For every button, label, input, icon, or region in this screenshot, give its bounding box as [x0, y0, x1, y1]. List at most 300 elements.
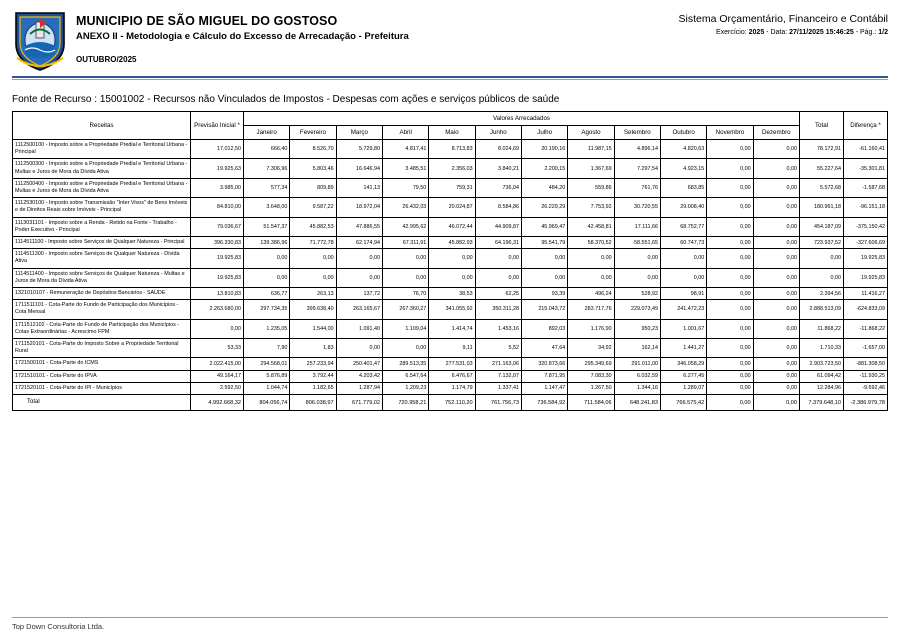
total-value: 0,00 [707, 395, 753, 411]
row-description: 1112500400 - Imposto sobre a Propriedade Predial e Territorial Urbana - Multas e Juros de Mora da Dívida Ativa [13, 178, 191, 197]
row-value: 1.182,65 [290, 382, 336, 394]
total-value: 648.241,83 [614, 395, 660, 411]
row-value: 44.909,87 [475, 217, 521, 236]
table-container [0, 111, 900, 411]
document-footer [0, 617, 900, 637]
row-value: 5.572,68 [800, 178, 844, 197]
table-body [13, 140, 888, 411]
row-value: 51.547,37 [244, 217, 290, 236]
row-value: 736,04 [475, 178, 521, 197]
th-month-fevereiro: Fevereiro [290, 126, 336, 140]
total-value: 4.992.668,32 [191, 395, 244, 411]
row-value: 0,00 [336, 339, 382, 358]
table-row [13, 217, 888, 236]
table-row [13, 382, 888, 394]
row-value: 26.229,29 [521, 198, 567, 217]
row-value: 3.485,51 [382, 159, 428, 178]
row-value: 139.386,96 [244, 237, 290, 249]
row-value: 62.174,94 [336, 237, 382, 249]
row-description: 1721510101 - Cota-Parte do IPVA [13, 370, 191, 382]
row-value: 0,00 [336, 268, 382, 287]
row-value: 396.330,83 [191, 237, 244, 249]
row-value: 0,00 [753, 178, 799, 197]
row-value: 2.888.513,09 [800, 300, 844, 319]
row-value: 0,00 [191, 319, 244, 338]
header-meta [678, 29, 888, 36]
total-value: 711.584,06 [568, 395, 614, 411]
row-value: 58.551,65 [614, 237, 660, 249]
th-month-dezembro: Dezembro [753, 126, 799, 140]
row-value: 7.297,54 [614, 159, 660, 178]
row-value: 0,00 [382, 339, 428, 358]
row-value: 0,00 [290, 268, 336, 287]
th-month-junho: Junho [475, 126, 521, 140]
row-value: 0,00 [800, 268, 844, 287]
row-value: 4.820,63 [660, 140, 706, 159]
row-value: 0,00 [753, 198, 799, 217]
row-value: 67.311,91 [382, 237, 428, 249]
document-title: ANEXO II - Metodologia e Cálculo do Excesso de Arrecadação - Prefeitura [76, 31, 409, 42]
row-value: 0,00 [707, 370, 753, 382]
row-value: 271.163,06 [475, 358, 521, 370]
row-value: 0,00 [707, 339, 753, 358]
table-row [13, 370, 888, 382]
table-row [13, 178, 888, 197]
row-value: 291.011,00 [614, 358, 660, 370]
row-value: 350.311,28 [475, 300, 521, 319]
row-value: 241.472,23 [660, 300, 706, 319]
row-value: 484,20 [521, 178, 567, 197]
row-value: 250.401,47 [336, 358, 382, 370]
row-value: 68.752,77 [660, 217, 706, 236]
row-value: 76,70 [382, 288, 428, 300]
row-value: 263.165,67 [336, 300, 382, 319]
row-value: 0,00 [753, 300, 799, 319]
th-month-janeiro: Janeiro [244, 126, 290, 140]
footer-divider [12, 617, 888, 618]
row-value: 4.203,42 [336, 370, 382, 382]
row-description: 1112530100 - Imposto sobre Transmissão "Inter Vivos" de Bens Imóveis e de Direitos Reais sobre Imóveis - Principal [13, 198, 191, 217]
row-value: 8.526,70 [290, 140, 336, 159]
row-value: 1.235,05 [244, 319, 290, 338]
row-description: 1114511100 - Imposto sobre Serviços de Qualquer Natureza - Principal [13, 237, 191, 249]
row-value: 1.044,74 [244, 382, 290, 394]
row-value: 7.083,30 [568, 370, 614, 382]
row-value: 1.544,00 [290, 319, 336, 338]
row-value: -61.160,41 [844, 140, 888, 159]
row-value: 11.416,27 [844, 288, 888, 300]
row-description: 1113031101 - Imposto sobre a Renda - Retido na Fonte - Trabalho - Poder Executivo - Principal [13, 217, 191, 236]
row-value: 71.772,78 [290, 237, 336, 249]
row-value: 0,00 [707, 268, 753, 287]
row-value: 950,23 [614, 319, 660, 338]
row-value: 46.072,44 [429, 217, 475, 236]
row-value: 0,00 [614, 249, 660, 268]
row-value: 60.747,73 [660, 237, 706, 249]
th-month-novembro: Novembro [707, 126, 753, 140]
row-value: 34,92 [568, 339, 614, 358]
table-row [13, 237, 888, 249]
row-value: 8.584,86 [475, 198, 521, 217]
row-value: 0,00 [753, 382, 799, 394]
row-value: 11.868,22 [800, 319, 844, 338]
row-value: 283.717,76 [568, 300, 614, 319]
table-row [13, 339, 888, 358]
row-value: 399.638,40 [290, 300, 336, 319]
row-value: 49.164,17 [191, 370, 244, 382]
row-value: 58.370,52 [568, 237, 614, 249]
row-value: 1.174,79 [429, 382, 475, 394]
row-value: 5,52 [475, 339, 521, 358]
row-value: 6.032,59 [614, 370, 660, 382]
coat-of-arms-icon [12, 10, 68, 72]
row-value: 528,92 [614, 288, 660, 300]
row-value: 19.925,83 [844, 249, 888, 268]
row-value: 1.176,90 [568, 319, 614, 338]
row-value: 6.277,45 [660, 370, 706, 382]
row-value: 0,00 [660, 268, 706, 287]
row-value: 1.710,33 [800, 339, 844, 358]
row-value: 5.876,89 [244, 370, 290, 382]
row-value: 0,00 [707, 237, 753, 249]
row-value: 98,91 [660, 288, 706, 300]
data-label: - Data: [764, 29, 790, 36]
row-value: 559,86 [568, 178, 614, 197]
row-value: 0,00 [753, 319, 799, 338]
row-value: 289.513,35 [382, 358, 428, 370]
row-value: 2.394,56 [800, 288, 844, 300]
table-row [13, 319, 888, 338]
th-diferenca: Diferença * [844, 112, 888, 140]
row-value: 53,33 [191, 339, 244, 358]
row-value: 2.200,15 [521, 159, 567, 178]
row-value: 79,50 [382, 178, 428, 197]
row-value: 1.267,50 [568, 382, 614, 394]
row-value: 0,00 [707, 178, 753, 197]
th-month-outubro: Outubro [660, 126, 706, 140]
row-value: 0,00 [707, 217, 753, 236]
row-value: 19.925,83 [844, 268, 888, 287]
row-value: 4.923,15 [660, 159, 706, 178]
row-value: 277.531,03 [429, 358, 475, 370]
row-value: 0,00 [753, 358, 799, 370]
row-value: 45.882,53 [290, 217, 336, 236]
row-value: 1.441,27 [660, 339, 706, 358]
row-value: 297.734,35 [244, 300, 290, 319]
row-value: 42.458,81 [568, 217, 614, 236]
row-value: 229.073,49 [614, 300, 660, 319]
row-value: 5.729,80 [336, 140, 382, 159]
row-value: 4.817,41 [382, 140, 428, 159]
row-value: 1,83 [290, 339, 336, 358]
row-value: 42.995,62 [382, 217, 428, 236]
row-value: 0,00 [707, 358, 753, 370]
th-receitas: Receitas [13, 112, 191, 140]
table-row [13, 159, 888, 178]
row-value: 0,00 [521, 268, 567, 287]
row-value: -9.692,46 [844, 382, 888, 394]
exercicio-value: 2025 [748, 29, 765, 36]
th-month-setembro: Setembro [614, 126, 660, 140]
row-value: 38,53 [429, 288, 475, 300]
row-value: 257.233,94 [290, 358, 336, 370]
row-value: 6.547,64 [382, 370, 428, 382]
system-name: Sistema Orçamentário, Financeiro e Contábil [678, 13, 888, 25]
row-value: 1.209,23 [382, 382, 428, 394]
row-value: 2.592,50 [191, 382, 244, 394]
row-value: 45.882,93 [429, 237, 475, 249]
row-value: 137,72 [336, 288, 382, 300]
row-value: 0,00 [753, 370, 799, 382]
total-value: 804.056,74 [244, 395, 290, 411]
row-value: 17.012,50 [191, 140, 244, 159]
total-value: 720.958,21 [382, 395, 428, 411]
row-value: 0,00 [521, 249, 567, 268]
row-value: 0,00 [382, 268, 428, 287]
header-divider [12, 76, 888, 78]
fonte-recurso-label: Fonte de Recurso : 15001002 - Recursos não Vinculados de Impostos - Despesas com ações e serviços públicos de saúde [12, 94, 560, 105]
document-header [0, 0, 900, 72]
row-value: 723.937,52 [800, 237, 844, 249]
th-total: Total [800, 112, 844, 140]
row-value: 29.008,40 [660, 198, 706, 217]
row-value: 180.961,18 [800, 198, 844, 217]
row-value: 0,00 [753, 249, 799, 268]
row-value: 55.227,64 [800, 159, 844, 178]
row-value: 7.753,92 [568, 198, 614, 217]
row-value: 577,34 [244, 178, 290, 197]
row-value: 45.969,47 [521, 217, 567, 236]
row-value: 7.306,96 [244, 159, 290, 178]
row-value: 215.043,72 [521, 300, 567, 319]
row-value: 809,89 [290, 178, 336, 197]
table-head [13, 112, 888, 140]
row-value: 294.568,01 [244, 358, 290, 370]
row-value: -35.301,81 [844, 159, 888, 178]
organization-name: MUNICIPIO DE SÃO MIGUEL DO GOSTOSO [76, 14, 338, 28]
row-value: 892,03 [521, 319, 567, 338]
table-row [13, 198, 888, 217]
row-value: 9,11 [429, 339, 475, 358]
row-value: 0,00 [336, 249, 382, 268]
row-value: 0,00 [429, 268, 475, 287]
row-value: 19.925,83 [191, 268, 244, 287]
total-value: 0,00 [753, 395, 799, 411]
row-value: -11.930,25 [844, 370, 888, 382]
row-value: -11.868,22 [844, 319, 888, 338]
row-value: 0,00 [382, 249, 428, 268]
row-value: 1.367,69 [568, 159, 614, 178]
row-description: 1711512102 - Cota-Parte do Fundo de Participação dos Municípios - Cotas Extraordinárias - Acrescimo FPM [13, 319, 191, 338]
row-value: 11.987,15 [568, 140, 614, 159]
row-value: -1.657,00 [844, 339, 888, 358]
row-value: 0,00 [568, 249, 614, 268]
row-value: 0,00 [753, 159, 799, 178]
table-row [13, 140, 888, 159]
row-value: 0,00 [707, 159, 753, 178]
th-month-marco: Março [336, 126, 382, 140]
row-value: 95.541,79 [521, 237, 567, 249]
row-value: 666,40 [244, 140, 290, 159]
row-value: 267.360,27 [382, 300, 428, 319]
row-description: 1321010107 - Remuneração de Depósitos Bancários - SAÚDE [13, 288, 191, 300]
row-value: 93,39 [521, 288, 567, 300]
row-value: 0,00 [707, 288, 753, 300]
row-value: 683,85 [660, 178, 706, 197]
total-value: 736.584,92 [521, 395, 567, 411]
row-value: 30.720,55 [614, 198, 660, 217]
row-value: -96.151,18 [844, 198, 888, 217]
th-month-abril: Abril [382, 126, 428, 140]
row-value: 0,00 [707, 382, 753, 394]
row-value: 0,00 [568, 268, 614, 287]
row-value: 162,14 [614, 339, 660, 358]
table-row [13, 268, 888, 287]
th-previsao-inicial: Previsão Inicial * [191, 112, 244, 140]
row-description: 1721520101 - Cota-Parte do IPI - Municípios [13, 382, 191, 394]
row-value: 320.873,66 [521, 358, 567, 370]
row-value: 1.109,04 [382, 319, 428, 338]
row-value: 20.024,87 [429, 198, 475, 217]
exercicio-label: Exercício: [715, 29, 749, 36]
header-system-block [678, 10, 888, 36]
table-row [13, 358, 888, 370]
row-value: 0,00 [800, 249, 844, 268]
row-description: 1112500100 - Imposto sobre a Propriedade Predial e Territorial Urbana - Principal [13, 140, 191, 159]
row-value: 0,00 [753, 140, 799, 159]
row-value: 0,00 [707, 300, 753, 319]
row-value: 761,76 [614, 178, 660, 197]
row-value: 0,00 [614, 268, 660, 287]
row-value: 6.476,67 [429, 370, 475, 382]
row-value: 0,00 [244, 268, 290, 287]
row-value: 0,00 [707, 249, 753, 268]
row-value: 1.147,47 [521, 382, 567, 394]
th-month-maio: Maio [429, 126, 475, 140]
row-description: 1114511300 - Imposto sobre Serviços de Qualquer Natureza - Dívida Ativa [13, 249, 191, 268]
row-value: 141,13 [336, 178, 382, 197]
table-row [13, 249, 888, 268]
total-value: 752.110,20 [429, 395, 475, 411]
row-value: 64.196,31 [475, 237, 521, 249]
row-value: 20.190,16 [521, 140, 567, 159]
row-description: 1114511400 - Imposto sobre Serviços de Qualquer Natureza - Multas e Juros de Mora da Dívida Ativa [13, 268, 191, 287]
total-value: 766.575,42 [660, 395, 706, 411]
row-value: 0,00 [475, 268, 521, 287]
row-value: 26.432,03 [382, 198, 428, 217]
th-month-agosto: Agosto [568, 126, 614, 140]
table-row [13, 300, 888, 319]
pagina-value: 1/2 [878, 29, 888, 36]
row-value: 346.058,29 [660, 358, 706, 370]
header-title-block [76, 10, 678, 64]
row-value: 5.803,46 [290, 159, 336, 178]
row-value: 18.972,04 [336, 198, 382, 217]
table-total-row [13, 395, 888, 411]
table-row [13, 288, 888, 300]
th-month-julho: Julho [521, 126, 567, 140]
footer-text: Top Down Consultoria Ltda. [12, 622, 105, 631]
row-value: 4.896,14 [614, 140, 660, 159]
row-value: 79.036,67 [191, 217, 244, 236]
total-value: 7.379.648,10 [800, 395, 844, 411]
row-value: 341.055,92 [429, 300, 475, 319]
row-value: 1.453,16 [475, 319, 521, 338]
row-value: 19.925,83 [191, 249, 244, 268]
revenue-table [12, 111, 888, 411]
row-value: -327.606,69 [844, 237, 888, 249]
row-value: 3.985,00 [191, 178, 244, 197]
row-value: 0,00 [290, 249, 336, 268]
total-value: 761.756,73 [475, 395, 521, 411]
row-value: 12.284,96 [800, 382, 844, 394]
row-description: 1711520101 - Cota-Parte do Imposto Sobre a Propriedade Territorial Rural [13, 339, 191, 358]
row-value: 454.187,09 [800, 217, 844, 236]
row-value: 8.024,69 [475, 140, 521, 159]
row-value: 0,00 [475, 249, 521, 268]
row-value: 0,00 [707, 198, 753, 217]
row-value: -375.150,42 [844, 217, 888, 236]
row-value: 295.349,69 [568, 358, 614, 370]
row-value: 16.646,94 [336, 159, 382, 178]
row-value: 2.263.680,00 [191, 300, 244, 319]
row-value: 0,00 [244, 249, 290, 268]
row-value: 2.903.723,50 [800, 358, 844, 370]
row-value: 61.094,42 [800, 370, 844, 382]
row-value: 2.356,03 [429, 159, 475, 178]
row-value: 7,90 [244, 339, 290, 358]
row-value: 1.289,07 [660, 382, 706, 394]
row-value: 62,25 [475, 288, 521, 300]
pagina-label: - Pág.: [853, 29, 879, 36]
row-value: 1.337,41 [475, 382, 521, 394]
row-value: 84.810,00 [191, 198, 244, 217]
row-value: 263,13 [290, 288, 336, 300]
row-value: 2.022.415,00 [191, 358, 244, 370]
row-value: 636,77 [244, 288, 290, 300]
row-value: -624.833,09 [844, 300, 888, 319]
row-value: 0,00 [753, 237, 799, 249]
row-description: 1112500300 - Imposto sobre a Propriedade Predial e Territorial Urbana - Multas e Juros de Mora da Dívida Ativa [13, 159, 191, 178]
row-value: -881.308,50 [844, 358, 888, 370]
total-value: -2.386.979,78 [844, 395, 888, 411]
row-value: 0,00 [753, 288, 799, 300]
row-description: 1711511101 - Cota-Parte do Fundo de Participação dos Municípios - Cota Mensal [13, 300, 191, 319]
row-value: 1.344,16 [614, 382, 660, 394]
row-value: 47,64 [521, 339, 567, 358]
total-label: Total [13, 395, 191, 411]
row-value: 496,24 [568, 288, 614, 300]
data-value: 27/11/2025 15:46:25 [789, 29, 854, 36]
row-value: 759,31 [429, 178, 475, 197]
row-value: 1.414,74 [429, 319, 475, 338]
total-value: 671.779,02 [336, 395, 382, 411]
total-value: 806.038,97 [290, 395, 336, 411]
row-value: 0,00 [660, 249, 706, 268]
reference-month: OUTUBRO/2025 [76, 55, 137, 64]
row-value: 78.172,91 [800, 140, 844, 159]
row-value: 7.132,07 [475, 370, 521, 382]
row-value: 0,00 [429, 249, 475, 268]
row-value: 1.091,40 [336, 319, 382, 338]
row-value: 17.111,66 [614, 217, 660, 236]
row-value: 7.871,95 [521, 370, 567, 382]
row-value: 47.886,55 [336, 217, 382, 236]
row-value: 0,00 [707, 319, 753, 338]
row-value: 19.925,63 [191, 159, 244, 178]
row-value: 0,00 [707, 140, 753, 159]
row-value: -1.587,68 [844, 178, 888, 197]
